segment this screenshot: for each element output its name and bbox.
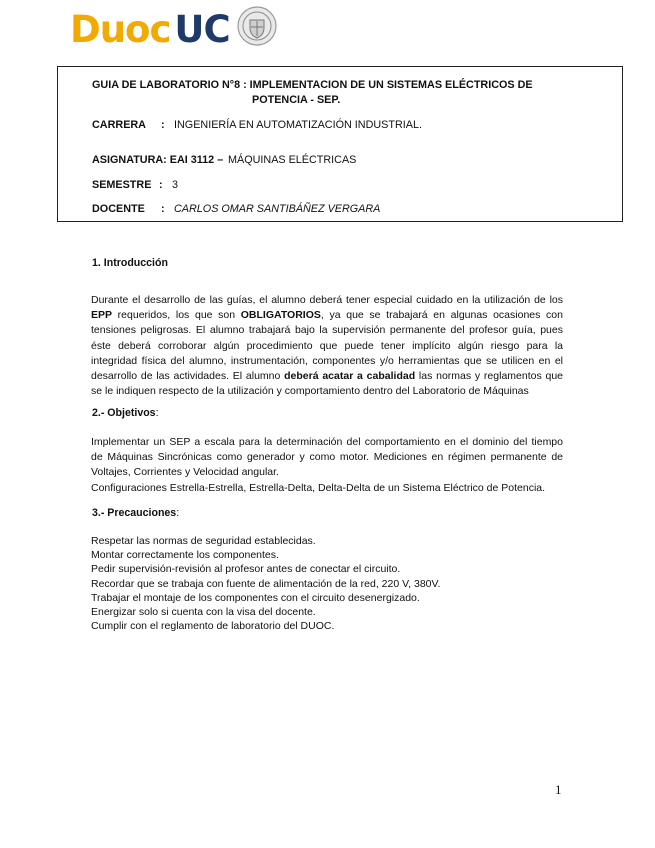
carrera-colon: : — [161, 119, 165, 131]
objetivos-line: Configuraciones Estrella-Estrella, Estrella-Delta, Delta-Delta de un Sistema Eléctrico de Potencia. — [91, 481, 546, 494]
page-number: 1 — [555, 782, 562, 797]
intro-line: Durante el desarrollo de las guías, el alumno deberá tener especial cuidado en la utilización de los — [91, 294, 563, 306]
intro-heading: 1. Introducción — [92, 257, 168, 269]
epp-text: EPP — [91, 309, 113, 322]
carrera-value: INGENIERÍA EN AUTOMATIZACIÓN INDUSTRIAL. — [174, 119, 422, 131]
list-item: Energizar solo si cuenta con la visa del docente. — [91, 606, 316, 619]
objetivos-line: Voltajes, Corrientes y Velocidad angular. — [91, 466, 279, 479]
objetivos-paragraph — [91, 435, 563, 496]
intro-line: integridad física del alumno, instrumentación, componentes y/o herramientas que se utilicen en el — [91, 354, 563, 367]
intro-line: EPP requeridos, los que son OBLIGATORIOS, ya que se trabajará en algunas ocasiones con — [91, 309, 563, 322]
university-seal-icon — [237, 6, 277, 46]
intro-line: éste deberá corroborar algún procedimiento que puede tener implícito algún riesgo para la — [91, 339, 563, 352]
header-info-box — [57, 66, 623, 222]
semestre-label: SEMESTRE — [92, 179, 152, 191]
list-item: Trabajar el montaje de los componentes con el circuito desenergizado. — [91, 591, 420, 604]
list-item: Cumplir con el reglamento de laboratorio del DUOC. — [91, 620, 335, 633]
docente-colon: : — [161, 203, 165, 215]
duoc-uc-logo — [70, 6, 230, 52]
intro-line: desarrollo de las actividades. El alumno deberá acatar a cabalidad las normas y reglamentos que — [91, 369, 564, 382]
guide-title-line2: POTENCIA - SEP. — [252, 94, 341, 106]
logo-uc-text: UC — [174, 7, 230, 51]
carrera-label: CARRERA — [92, 119, 146, 131]
list-item: Recordar que se trabaja con fuente de alimentación de la red, 220 V, 380V. — [91, 577, 441, 590]
precauciones-list — [91, 534, 440, 633]
list-item: Respetar las normas de seguridad establecidas. — [91, 535, 316, 547]
acatar-text: deberá acatar a cabalidad — [284, 369, 416, 382]
asignatura-label: ASIGNATURA: EAI 3112 – — [92, 154, 224, 166]
guide-title-line1: GUIA DE LABORATORIO N°8 : IMPLEMENTACION DE UN SISTEMAS ELÉCTRICOS DE — [92, 79, 533, 91]
semestre-colon: : — [159, 179, 163, 191]
logo-duoc-text: Duoc — [70, 7, 171, 51]
asignatura-value: MÁQUINAS ELÉCTRICAS — [228, 154, 357, 166]
list-item: Pedir supervisión-revisión al profesor antes de conectar el circuito. — [91, 563, 401, 576]
obligatorios-text: OBLIGATORIOS — [240, 309, 321, 322]
docente-value: CARLOS OMAR SANTIBÁÑEZ VERGARA — [174, 203, 381, 215]
precauciones-heading: 3.- Precauciones: — [92, 507, 180, 519]
intro-line: tensiones peligrosas. El alumno trabajará bajo la supervisión permanente del profesor guía, pues — [91, 324, 563, 337]
intro-line: se le indiquen respecto de la utilización y comportamiento dentro del Laboratorio de Máquinas — [91, 385, 529, 398]
semestre-value: 3 — [172, 179, 179, 191]
objetivos-line: Implementar un SEP a escala para la determinación del comportamiento en el dominio del tiempo — [91, 436, 563, 448]
list-item: Montar correctamente los componentes. — [91, 549, 279, 562]
intro-paragraph — [91, 293, 563, 399]
docente-label: DOCENTE — [92, 203, 145, 215]
objetivos-heading: 2.- Objetivos: — [92, 407, 159, 419]
objetivos-line: de Máquinas Sincrónicas como generador y como motor. Mediciones en régimen permanente de — [91, 451, 563, 464]
